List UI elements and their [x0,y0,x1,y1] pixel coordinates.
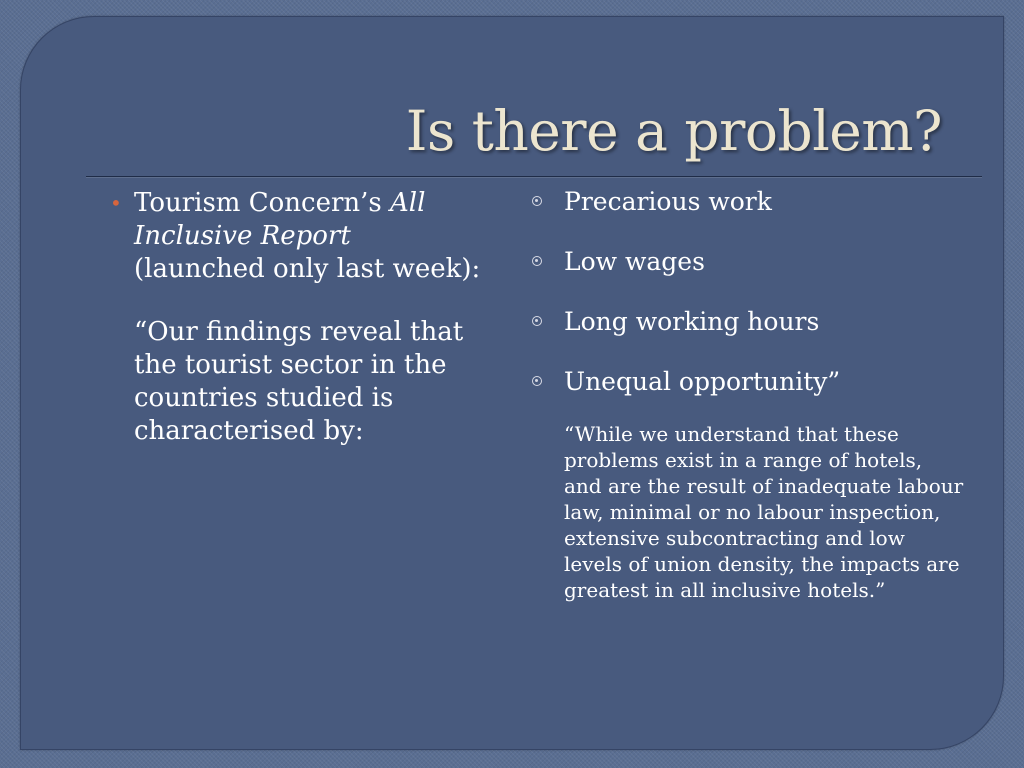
circle-bullet-icon [532,316,542,326]
slide-title: Is there a problem? [405,99,942,163]
report-intro-text: Tourism Concern’s [134,188,391,218]
list-item-text: Low wages [564,247,705,276]
circle-bullet-icon [532,196,542,206]
list-item-text: Precarious work [564,187,772,216]
left-column [108,187,488,474]
impact-quote: “While we understand that these problems exist in a range of hotels, and are the result of inadequate labour law, minimal or no labour inspection, extensive subcontracting and low levels of union density, the impacts are greatest in all inclusive hotels.” [564,422,964,602]
left-bullet-item [108,187,488,286]
title-divider [86,176,982,177]
bullet-dot-icon: • [110,191,122,215]
list-item-text: Long working hours [564,307,820,336]
circle-bullet-icon [532,256,542,266]
report-launch-note: (launched only last week): [134,254,481,284]
list-item-long-working-hours [532,304,972,340]
list-item-precarious-work [532,184,972,220]
right-column [532,184,972,623]
findings-quote: “Our findings reveal that the tourist sector in the countries studied is characterised by: [134,317,464,446]
list-item-low-wages [532,244,972,280]
report-title: All Inclusive Report [134,188,426,251]
list-item-text: Unequal opportunity” [564,367,841,396]
circle-bullet-icon [532,376,542,386]
list-item-unequal-opportunity [532,364,972,400]
